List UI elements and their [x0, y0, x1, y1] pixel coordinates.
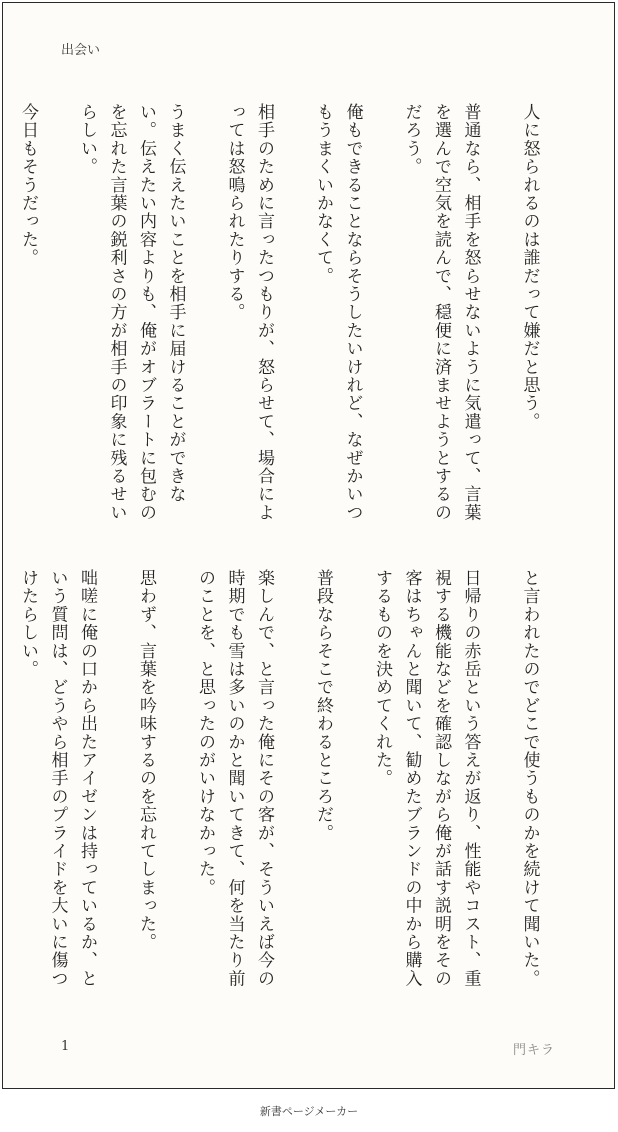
- paragraph: 普通なら、相手を怒らせないように気遣って、言葉を選んで空気を読んで、穏便に済ませようとするのだろう。: [401, 103, 481, 522]
- text-block-upper: [18, 103, 573, 533]
- paragraph: 今日もそうだった。: [18, 103, 38, 267]
- paragraph: うまく伝えたいことを相手に届けることができない。伝えたい内容よりも、俺がオブラートに包むのを忘れた言葉の鋭利さの方が相手の印象に残るせいらしい。: [77, 103, 186, 522]
- paragraph: 咄嗟に俺の口から出たアイゼンは持っているか、という質問は、どうやら相手のプライドを大いに傷つけたらしい。: [18, 569, 97, 988]
- paragraph: 俺もできることならそうしたいけれど、なぜかいつもうまくいかなくて。: [313, 103, 363, 522]
- paragraph: 楽しんで、と言った俺にその客が、そういえば今の時期でも雪は多いのかと聞いてきて、何を当たり前のことを、と思ったのがいけなかった。: [195, 569, 274, 988]
- page-number: 1: [61, 1039, 70, 1054]
- generator-credit: 新書ページメーカー: [259, 1105, 359, 1118]
- paragraph: 人に怒られるのは誰だって嫌だと思う。: [519, 103, 540, 431]
- paragraph: 日帰りの赤岳という答えが返り、性能やコスト、重視する機能などを確認しながら俺が話す説明をその客はちゃんと聞いて、勧めたブランドの中から購入するものを決めてくれた。: [372, 569, 481, 988]
- author-name: 門キラ: [513, 1043, 556, 1058]
- paragraph: と言われたのでどこで使うものかを続けて聞いた。: [519, 569, 540, 988]
- paragraph: 普段ならそこで終わるところだ。: [313, 569, 333, 842]
- book-page: [2, 2, 615, 1089]
- text-block-lower: [18, 569, 573, 999]
- running-header-title: 出会い: [61, 43, 101, 58]
- paragraph: 思わず、言葉を吟味するのを忘れてしまった。: [136, 569, 156, 952]
- paragraph: 相手のために言ったつもりが、怒らせて、場合によっては怒鳴られたりする。: [224, 103, 274, 522]
